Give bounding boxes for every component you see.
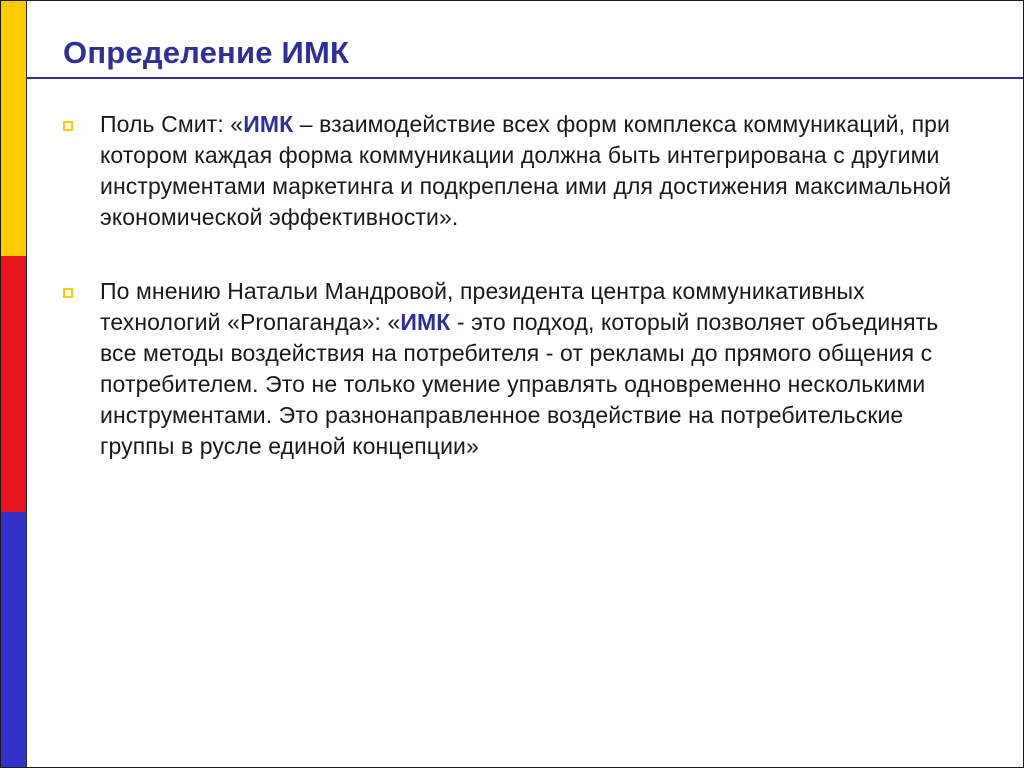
bullet-item-mandrova (63, 276, 963, 462)
bullet-text (100, 276, 963, 462)
stripe-divider (26, 1, 27, 767)
accent-stripe-red (1, 256, 26, 512)
accent-stripe-yellow (1, 1, 26, 256)
bullet-text-rest: – взаимодействие всех форм комплекса коммуникаций, при котором каждая форма коммуникации должна быть интегрирована с другими инструментами маркетинга и подкреплена ими для достижения максимальной экономической эффективности». (100, 111, 952, 230)
bullet-text (100, 109, 963, 233)
bullet-emphasis-imk: ИМК (400, 309, 451, 335)
accent-stripe-blue (1, 512, 26, 767)
title-underline (27, 77, 1023, 79)
bullet-text-lead: Поль Смит: « (100, 111, 244, 137)
bullet-emphasis-imk: ИМК (243, 111, 294, 137)
bullet-item-paul-smith (63, 109, 963, 233)
hollow-square-bullet-icon (63, 121, 73, 131)
slide-title: Определение ИМК (63, 35, 350, 70)
hollow-square-bullet-icon (63, 288, 73, 298)
bullet-text-lead: По мнению Натальи Мандровой, президента центра коммуникативных технологий «Proпаганда»: « (100, 278, 865, 335)
bullet-text-rest: - это подход, который позволяет объединять все методы воздействия на потребителя - от рекламы до прямого общения с потребителем. Это не только умение управлять одновременно несколькими инструментами. Это разнонаправленное воздействие на потребительские группы в русле единой концепции» (100, 309, 939, 459)
